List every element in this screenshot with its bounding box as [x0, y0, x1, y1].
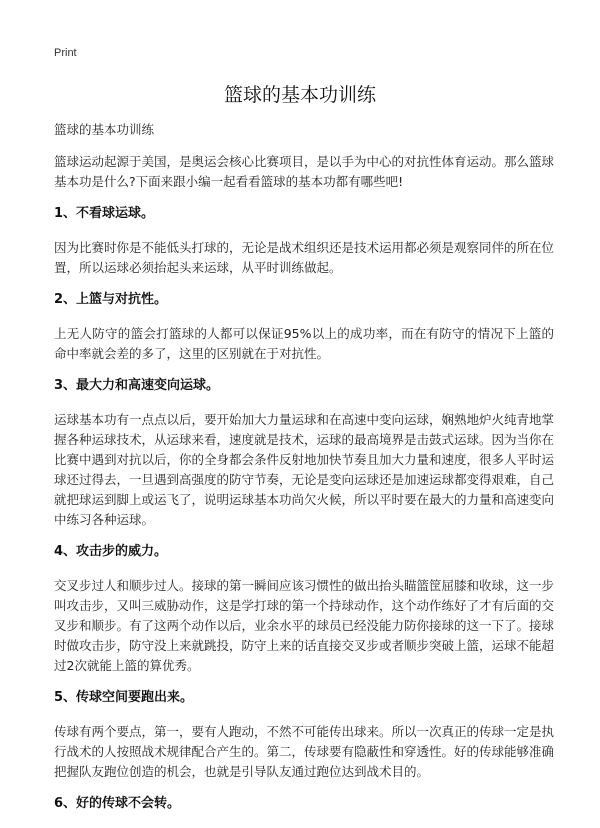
document-body [54, 120, 554, 828]
section-body-4: 交叉步过人和顺步过人。接球的第一瞬间应该习惯性的做出抬头瞄篮筐屈膝和收球，这一步叫攻击步，又叫三威胁动作，这是学打球的第一个持球动作，这个动作练好了才有后面的交叉步和顺步。有了这两个动作以后，业余水平的球员已经没能力防你接球的这一下了。接球时做攻击步，防守没上来就跳投，防守上来的话直接交叉步或者顺步突破上篮，运球不能超过2次就能上篮的算优秀。 [54, 578, 555, 673]
section-heading-6: 6、好的传球不会转。 [54, 796, 181, 811]
section-body-1: 因为比赛时你是不能低头打球的，无论是战术组织还是技术运用都必须是观察同伴的所在位置，所以运球必须抬起头来运球，从平时训练做起。 [54, 240, 555, 275]
section-body-5: 传球有两个要点，第一，要有人跑动，不然不可能传出球来。所以一次真正的传球一定是执行战术的人按照战术规律配合产生的。第二，传球要有隐蔽性和穿透性。好的传球能够准确把握队友跑位创造的机会，也就是引导队友通过跑位达到战术目的。 [54, 724, 555, 779]
section-body-3: 运球基本功有一点点以后，要开始加大力量运球和在高速中变向运球，娴熟地炉火纯青地掌握各种运球技术，从运球来看，速度就是技术，运球的最高境界是击鼓式运球。因为当你在比赛中遇到对抗以后，你的全身都会条件反射地加快节奏且加大力量和速度，很多人平时运球还过得去，一旦遇到高强度的防守节奏，无论是变向运球还是加速运球都变得艰难，自己就把球运到脚上或运飞了，说明运球基本功尚欠火候，所以平时要在最大的力量和高速变向中练习各种运球。 [54, 412, 555, 527]
section-heading-1: 1、不看球运球。 [54, 206, 155, 221]
print-label: Print [54, 47, 77, 59]
document-subtitle: 篮球的基本功训练 [54, 122, 155, 137]
section-heading-2: 2、上篮与对抗性。 [54, 292, 168, 307]
section-heading-5: 5、传球空间要跑出来。 [54, 690, 194, 705]
section-body-2: 上无人防守的篮会打篮球的人都可以保证95%以上的成功率，而在有防守的情况下上篮的命中率就会差的多了，这里的区别就在于对抗性。 [54, 326, 554, 361]
section-heading-3: 3、最大力和高速变向运球。 [54, 378, 220, 393]
document-title: 篮球的基本功训练 [223, 84, 376, 106]
intro-paragraph: 篮球运动起源于美国，是奥运会核心比赛项目，是以手为中心的对抗性体育运动。那么篮球基本功是什么?下面来跟小编一起看看篮球的基本功都有哪些吧! [54, 154, 555, 189]
section-heading-4: 4、攻击步的威力。 [54, 544, 168, 559]
